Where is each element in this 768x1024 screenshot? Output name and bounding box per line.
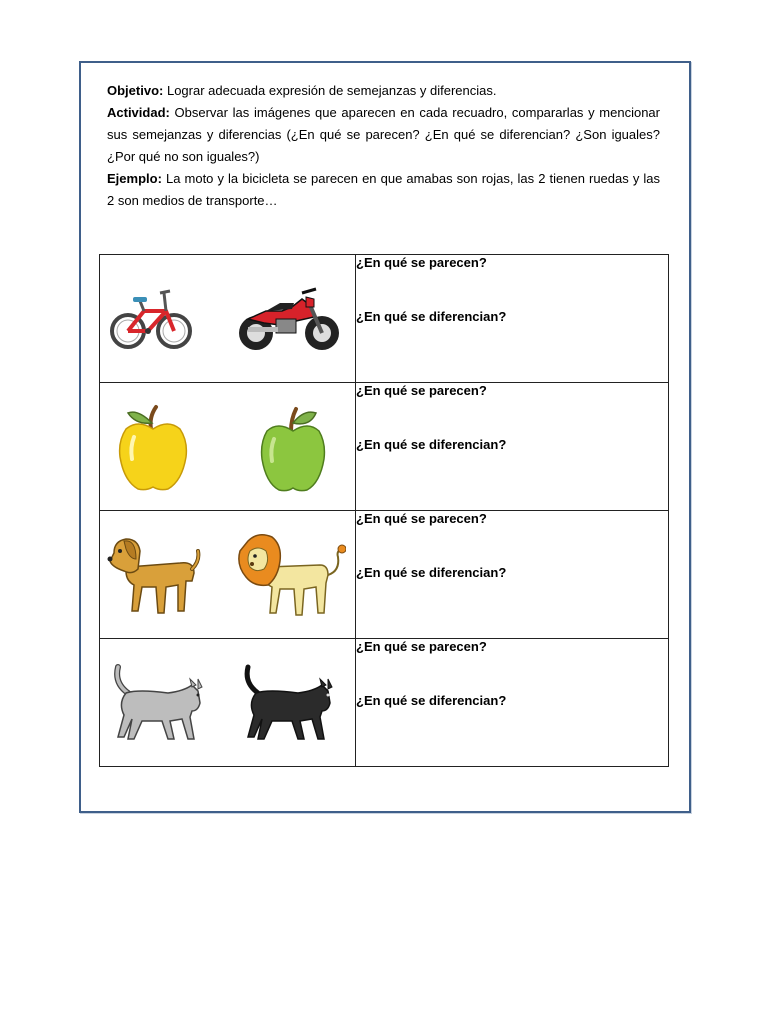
- table-row: [100, 511, 669, 639]
- black-cat-icon: [238, 663, 338, 747]
- images-cell: [100, 383, 356, 511]
- images-cell: [100, 639, 356, 767]
- differences-question: ¿En qué se diferencian?: [356, 693, 507, 708]
- example-text: La moto y la bicicleta se parecen en que amabas son rojas, las 2 tienen ruedas y las 2 son medios de transporte…: [107, 171, 660, 208]
- differences-question: ¿En qué se diferencian?: [356, 565, 507, 580]
- similarities-question: ¿En qué se parecen?: [356, 383, 487, 398]
- example-line: [107, 168, 660, 212]
- images-cell: [100, 511, 356, 639]
- questions-cell: [356, 511, 669, 639]
- table-row: [100, 639, 669, 767]
- similarities-question: ¿En qué se parecen?: [356, 255, 487, 270]
- table-row: [100, 383, 669, 511]
- motorcycle-icon: [236, 283, 342, 355]
- differences-question: ¿En qué se diferencian?: [356, 437, 507, 452]
- instructions: [107, 80, 660, 212]
- bicycle-icon: [108, 285, 194, 355]
- table-row: [100, 255, 669, 383]
- images-cell: [100, 255, 356, 383]
- questions-cell: [356, 255, 669, 383]
- activity-line: [107, 102, 660, 168]
- gray-cat-icon: [108, 663, 208, 747]
- dog-icon: [106, 533, 202, 617]
- questions-cell: [356, 383, 669, 511]
- activity-label: Actividad:: [107, 105, 170, 120]
- similarities-question: ¿En qué se parecen?: [356, 511, 487, 526]
- objective-text: Lograr adecuada expresión de semejanzas y diferencias.: [166, 83, 497, 98]
- green-apple-icon: [260, 405, 326, 495]
- yellow-apple-icon: [118, 403, 188, 495]
- activity-text: Observar las imágenes que aparecen en cada recuadro, compararlas y mencionar sus semejanzas y diferencias (¿En qué se parecen? ¿En qué se diferencian? ¿Son iguales? ¿Por qué no son iguales?): [107, 105, 660, 164]
- questions-cell: [356, 639, 669, 767]
- objective-line: [107, 80, 660, 102]
- similarities-question: ¿En qué se parecen?: [356, 639, 487, 654]
- lion-icon: [228, 531, 346, 621]
- differences-question: ¿En qué se diferencian?: [356, 309, 507, 324]
- example-label: Ejemplo:: [107, 171, 162, 186]
- comparison-table: [99, 254, 669, 767]
- objective-label: Objetivo:: [107, 83, 164, 98]
